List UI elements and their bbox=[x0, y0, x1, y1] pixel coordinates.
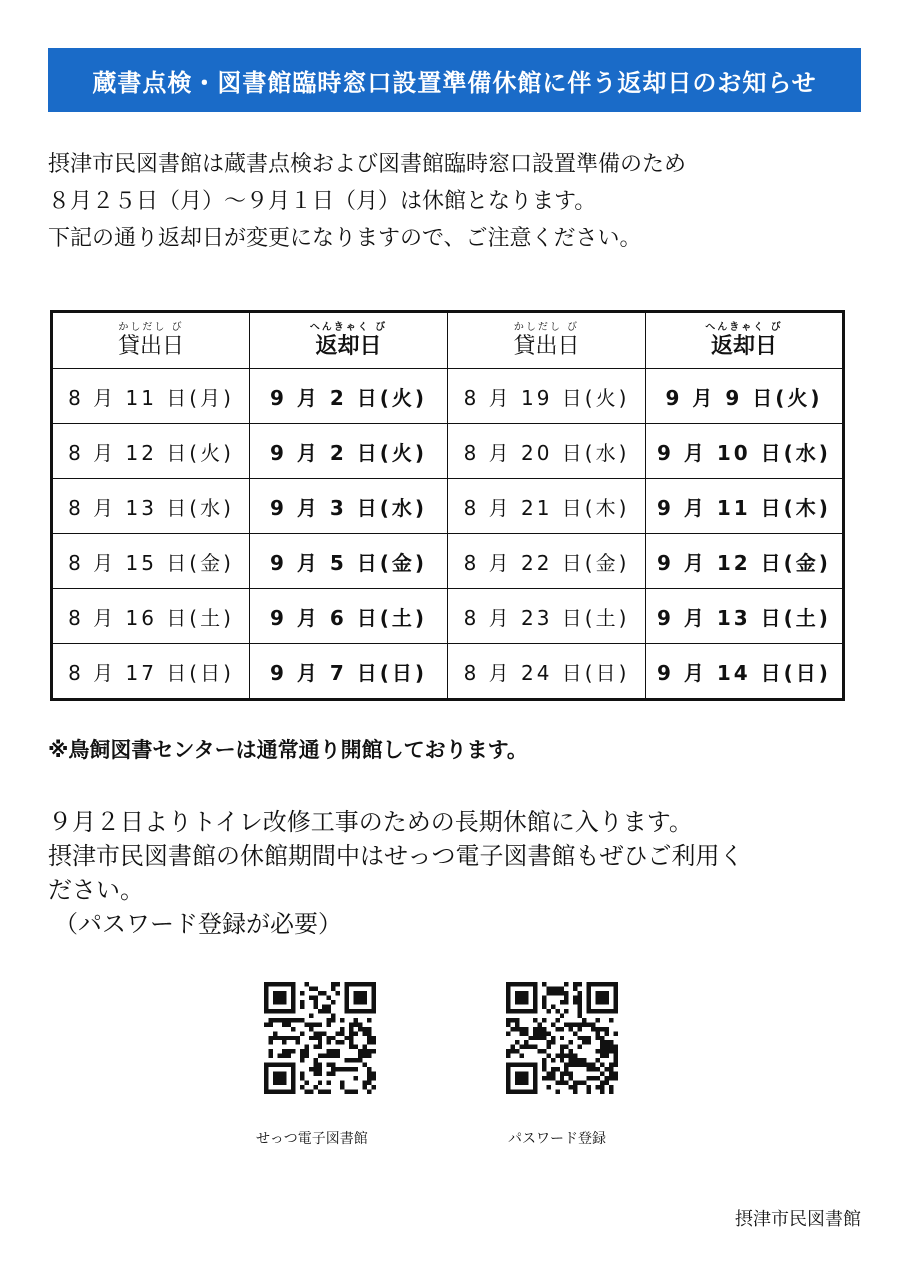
return-date-cell: 9 月 10 日(水) bbox=[646, 424, 844, 479]
lend-date-cell: 8 月 23 日(土) bbox=[448, 589, 646, 644]
header-ruby: へんきゃく び bbox=[309, 322, 388, 333]
table-row bbox=[52, 369, 844, 424]
lend-date-cell: 8 月 24 日(日) bbox=[448, 644, 646, 700]
header-ruby: かしだし び bbox=[118, 322, 184, 333]
header-lend-date bbox=[448, 312, 646, 369]
intro-text bbox=[48, 146, 686, 257]
table-header-row bbox=[52, 312, 844, 369]
qr-code-icon[interactable] bbox=[506, 982, 618, 1094]
lend-date-cell: 8 月 22 日(金) bbox=[448, 534, 646, 589]
closure-line: （パスワード登録が必要） bbox=[54, 910, 342, 938]
table-row bbox=[52, 589, 844, 644]
return-date-cell: 9 月 3 日(水) bbox=[250, 479, 448, 534]
intro-line: 下記の通り返却日が変更になりますので、ご注意ください。 bbox=[48, 226, 642, 251]
intro-line: ８月２５日（月）～９月１日（月）は休館となります。 bbox=[48, 189, 597, 214]
signature: 摂津市民図書館 bbox=[735, 1209, 861, 1230]
lend-date-cell: 8 月 16 日(土) bbox=[52, 589, 250, 644]
return-date-cell: 9 月 2 日(火) bbox=[250, 424, 448, 479]
header-lend-date bbox=[52, 312, 250, 369]
lend-date-cell: 8 月 19 日(火) bbox=[448, 369, 646, 424]
qr-code-graphic bbox=[264, 982, 376, 1094]
return-date-cell: 9 月 9 日(火) bbox=[646, 369, 844, 424]
qr-code-graphic bbox=[506, 982, 618, 1094]
return-date-cell: 9 月 12 日(金) bbox=[646, 534, 844, 589]
closure-line: 摂津市民図書館の休館期間中はせっつ電子図書館もぜひご利用く bbox=[48, 842, 744, 870]
return-date-cell: 9 月 6 日(土) bbox=[250, 589, 448, 644]
lend-date-cell: 8 月 17 日(日) bbox=[52, 644, 250, 700]
header-return-date bbox=[646, 312, 844, 369]
return-date-cell: 9 月 11 日(木) bbox=[646, 479, 844, 534]
return-date-cell: 9 月 13 日(土) bbox=[646, 589, 844, 644]
lend-date-cell: 8 月 21 日(木) bbox=[448, 479, 646, 534]
lend-date-cell: 8 月 11 日(月) bbox=[52, 369, 250, 424]
header-ruby: へんきゃく び bbox=[705, 322, 783, 333]
lend-date-cell: 8 月 20 日(水) bbox=[448, 424, 646, 479]
return-date-table bbox=[50, 310, 845, 701]
table-row bbox=[52, 424, 844, 479]
lend-date-cell: 8 月 12 日(火) bbox=[52, 424, 250, 479]
qr-label-digital-library: せっつ電子図書館 bbox=[256, 1131, 368, 1147]
table-row bbox=[52, 644, 844, 700]
closure-line: ださい。 bbox=[48, 876, 144, 904]
header-label: 貸出日 bbox=[117, 334, 184, 359]
header-label: 貸出日 bbox=[513, 334, 580, 359]
header-label: 返却日 bbox=[710, 334, 777, 359]
toriga-library-note: ※鳥飼図書センターは通常通り開館しております。 bbox=[48, 738, 528, 762]
closure-line: ９月２日よりトイレ改修工事のための長期休館に入ります。 bbox=[48, 808, 693, 836]
header-return-date bbox=[250, 312, 448, 369]
table-row bbox=[52, 479, 844, 534]
return-date-cell: 9 月 2 日(火) bbox=[250, 369, 448, 424]
return-date-cell: 9 月 14 日(日) bbox=[646, 644, 844, 700]
lend-date-cell: 8 月 13 日(水) bbox=[52, 479, 250, 534]
closure-notice bbox=[48, 805, 878, 941]
intro-line: 摂津市民図書館は蔵書点検および図書館臨時窓口設置準備のため bbox=[48, 152, 687, 177]
return-date-cell: 9 月 5 日(金) bbox=[250, 534, 448, 589]
table-row bbox=[52, 534, 844, 589]
page-title: 蔵書点検・図書館臨時窓口設置準備休館に伴う返却日のお知らせ bbox=[92, 68, 817, 97]
lend-date-cell: 8 月 15 日(金) bbox=[52, 534, 250, 589]
qr-label-password-registration: パスワード登録 bbox=[508, 1131, 606, 1147]
title-banner bbox=[48, 48, 861, 112]
qr-code-icon[interactable] bbox=[264, 982, 376, 1094]
header-label: 返却日 bbox=[315, 334, 382, 359]
return-date-cell: 9 月 7 日(日) bbox=[250, 644, 448, 700]
header-ruby: かしだし び bbox=[513, 322, 580, 333]
